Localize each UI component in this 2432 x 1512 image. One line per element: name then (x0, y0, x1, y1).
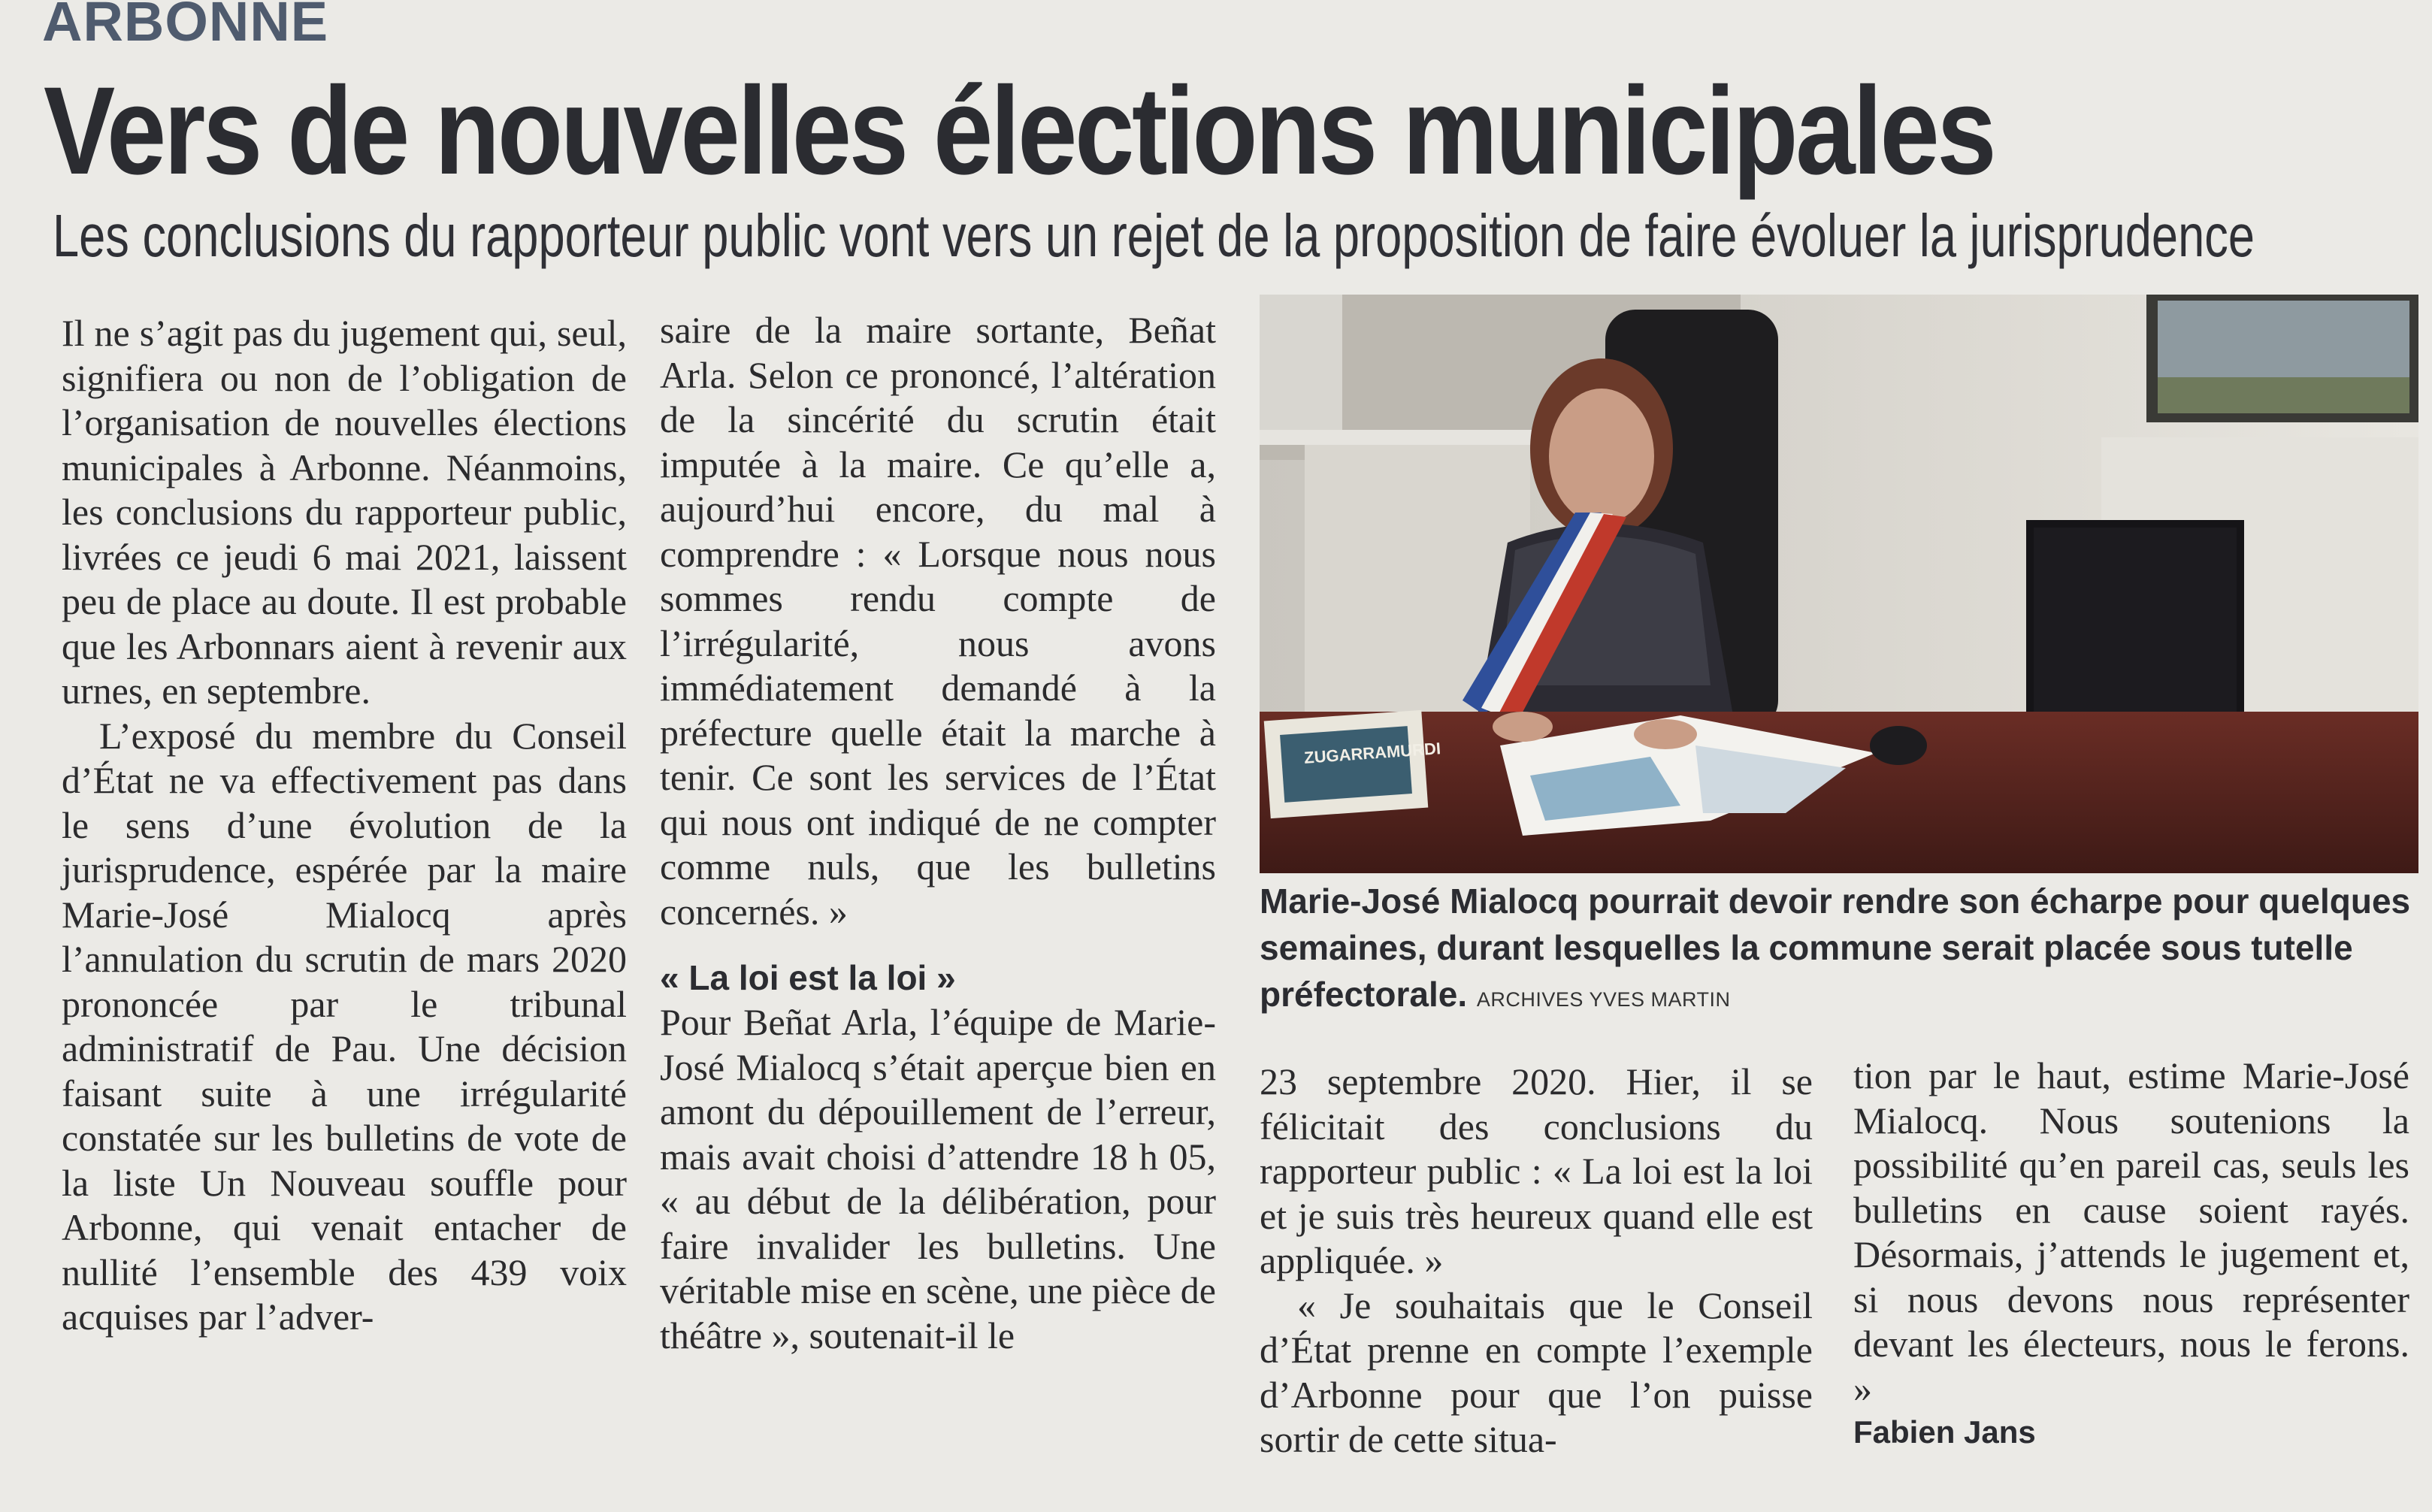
byline: Fabien Jans (1853, 1414, 2036, 1450)
caption-text: Marie-José Mialocq pourrait devoir rendre son écharpe pour quelques semaines, durant lesquelles la commune serait placée sous tutelle préfectorale. (1260, 881, 2411, 1014)
article-photo (1260, 295, 2418, 873)
paragraph: saire de la maire sortante, Beñat Arla. Selon ce prononcé, l’altération de la sincérité du scrutin était imputée à la maire. Ce qu’elle a, aujourd’hui encore, du mal à comprendre : « Lorsque nous nous sommes rendu compte de l’irrégularité, nous avons immédiatement demandé à la préfecture quelle était la marche à tenir. Ce sont les services de l’État qui nous ont indiqué de ne compter comme nuls, que les bulletins concernés. » (660, 309, 1216, 933)
photo-caption (1260, 878, 2418, 1023)
article-column-4 (1853, 1054, 2409, 1453)
photo-scene (1260, 295, 2418, 873)
paragraph: L’exposé du membre du Conseil d’État ne va effectivement pas dans le sens d’une évolution de la jurisprudence, espérée par la maire Marie-José Mialocq après l’annulation du scrutin de mars 2020 prononcée par le tribunal administratif de Pau. Une décision faisant suite à une irrégularité constatée sur les bulletins de vote de la liste Un Nouveau souffle pour Arbonne, qui venait entacher de nullité l’ensemble des 439 voix acquises par l’adver- (62, 714, 627, 1338)
paragraph: tion par le haut, estime Marie-José Mialocq. Nous soutenions la possibilité qu’en pareil cas, seuls les bulletins en cause soient rayés. Désormais, j’attends le jugement et, si nous devons nous représenter devant les électeurs, nous le ferons. » (1853, 1054, 2409, 1410)
intertitle: « La loi est la loi » (660, 958, 956, 997)
article-column-2 (660, 308, 1216, 1358)
section-label: ARBONNE (42, 0, 329, 53)
paragraph: « Je souhaitais que le Conseil d’État prenne en compte l’exemple d’Arbonne pour que l’on puisse sortir de cette situa- (1260, 1284, 1813, 1460)
paragraph: 23 septembre 2020. Hier, il se félicitait des conclusions du rapporteur public : « La loi est la loi et je suis très heureux quand elle est appliquée. » (1260, 1060, 1813, 1281)
paragraph: Pour Beñat Arla, l’équipe de Marie-José Mialocq s’était aperçue bien en amont du dépouillement de l’erreur, mais avait choisi d’attendre 18 h 05, « au début de la délibération, pour faire invalider les bulletins. Une véritable mise en scène, une pièce de théâtre », soutenait-il le (660, 1001, 1216, 1356)
paragraph: Il ne s’agit pas du jugement qui, seul, signifiera ou non de l’obligation de l’organisation de nouvelles élections municipales à Arbonne. Néanmoins, les conclusions du rapporteur public, livrées ce jeudi 6 mai 2021, laissent peu de place au doute. Il est probable que les Arbonnars aient à revenir aux urnes, en septembre. (62, 312, 627, 712)
subheadline: Les conclusions du rapporteur public vont vers un rejet de la proposition de faire évoluer la jurisprudence (53, 202, 2255, 269)
book-cover-text: ZUGARRAMURDI (1303, 739, 1441, 767)
article-column-1 (62, 311, 627, 1340)
article-column-3 (1260, 1060, 1813, 1462)
headline: Vers de nouvelles élections municipales (44, 62, 1995, 201)
photo-credit: ARCHIVES YVES MARTIN (1476, 988, 1731, 1011)
